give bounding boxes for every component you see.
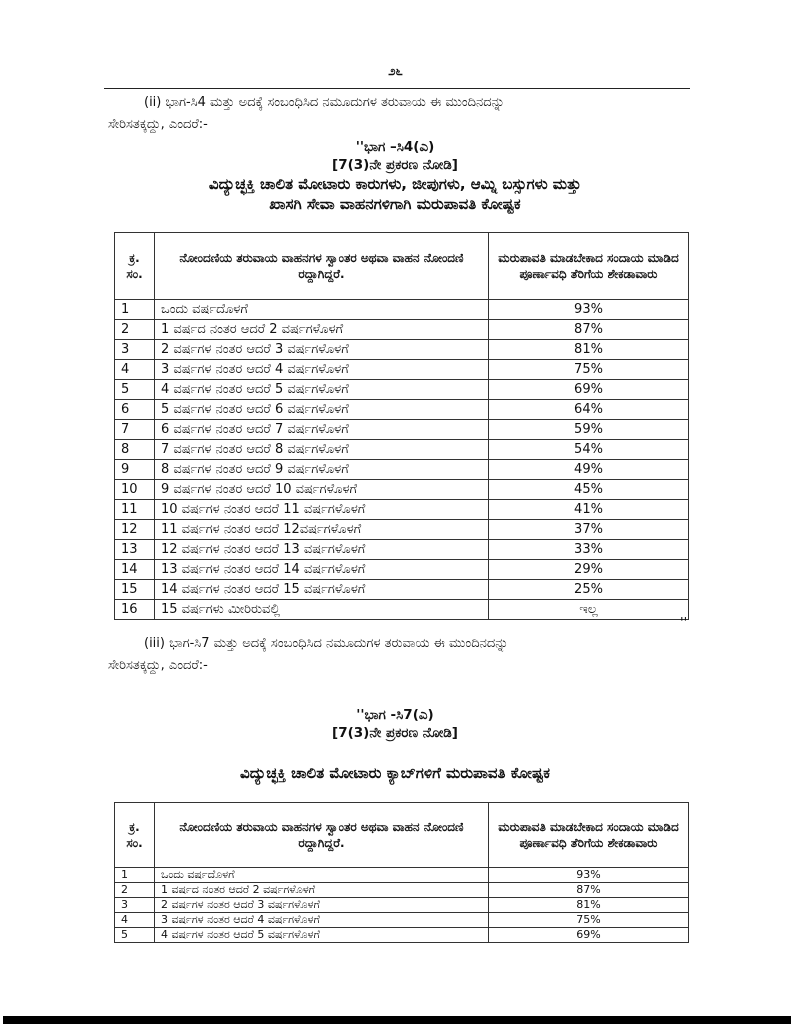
table-row	[115, 480, 689, 500]
section-iii-part: ''ಭಾಗ -ಸಿ7(ಎ)	[356, 707, 434, 723]
row-period: 12 ವರ್ಷಗಳ ನಂತರ ಆದರೆ 13 ವರ್ಷಗಳೊಳಗೆ	[155, 540, 489, 560]
table-row	[115, 300, 689, 320]
row-serial-no: 16	[115, 600, 155, 620]
row-period: 4 ವರ್ಷಗಳ ನಂತರ ಆದರೆ 5 ವರ್ಷಗಳೊಳಗೆ	[155, 380, 489, 400]
row-period: ಒಂದು ವರ್ಷದೊಳಗೆ	[155, 868, 489, 883]
row-refund-percent: 81%	[489, 898, 689, 913]
refund-table-c4a	[114, 232, 689, 620]
section-iii-line2: ಸೇರಿಸತಕ್ಕದ್ದು, ಎಂದರೆ:-	[108, 658, 208, 673]
table-row	[115, 600, 689, 620]
row-serial-no: 4	[115, 360, 155, 380]
row-period: 11 ವರ್ಷಗಳ ನಂತರ ಆದರೆ 12ವರ್ಷಗಳೊಳಗೆ	[155, 520, 489, 540]
row-refund-percent: 41%	[489, 500, 689, 520]
table-row	[115, 380, 689, 400]
table-row	[115, 460, 689, 480]
table-row	[115, 400, 689, 420]
row-period: 7 ವರ್ಷಗಳ ನಂತರ ಆದರೆ 8 ವರ್ಷಗಳೊಳಗೆ	[155, 440, 489, 460]
refund-table-c7a	[114, 802, 689, 943]
header-divider	[104, 88, 690, 89]
table-row	[115, 580, 689, 600]
row-serial-no: 8	[115, 440, 155, 460]
table-row	[115, 520, 689, 540]
table-row	[115, 883, 689, 898]
table-row	[115, 360, 689, 380]
row-serial-no: 6	[115, 400, 155, 420]
row-refund-percent: ಇಲ್ಲ	[489, 600, 689, 620]
row-period: 5 ವರ್ಷಗಳ ನಂತರ ಆದರೆ 6 ವರ್ಷಗಳೊಳಗೆ	[155, 400, 489, 420]
row-serial-no: 1	[115, 300, 155, 320]
row-serial-no: 7	[115, 420, 155, 440]
row-period: 1 ವರ್ಷದ ನಂತರ ಆದರೆ 2 ವರ್ಷಗಳೊಳಗೆ	[155, 883, 489, 898]
section-ii-line1: (ii) ಭಾಗ-ಸಿ4 ಮತ್ತು ಅದಕ್ಕೆ ಸಂಬಂಧಿಸಿದ ನಮೂದುಗಳ ತರುವಾಯ ಈ ಮುಂದಿನದನ್ನು	[144, 95, 505, 110]
row-refund-percent: 49%	[489, 460, 689, 480]
row-serial-no: 2	[115, 883, 155, 898]
row-refund-percent: 69%	[489, 380, 689, 400]
row-period: 14 ವರ್ಷಗಳ ನಂತರ ಆದರೆ 15 ವರ್ಷಗಳೊಳಗೆ	[155, 580, 489, 600]
table-row	[115, 320, 689, 340]
page-bottom-border	[3, 1016, 791, 1024]
row-serial-no: 1	[115, 868, 155, 883]
row-period: 2 ವರ್ಷಗಳ ನಂತರ ಆದರೆ 3 ವರ್ಷಗಳೊಳಗೆ	[155, 898, 489, 913]
row-period: ಒಂದು ವರ್ಷದೊಳಗೆ	[155, 300, 489, 320]
row-serial-no: 10	[115, 480, 155, 500]
section-iii-line1: (iii) ಭಾಗ-ಸಿ7 ಮತ್ತು ಅದಕ್ಕೆ ಸಂಬಂಧಿಸಿದ ನಮೂದುಗಳ ತರುವಾಯ ಈ ಮುಂದಿನದನ್ನು	[144, 636, 509, 651]
table-row	[115, 440, 689, 460]
header-serial-no: ಕ್ರ. ಸಂ.	[115, 233, 155, 300]
row-refund-percent: 75%	[489, 360, 689, 380]
row-serial-no: 3	[115, 898, 155, 913]
row-refund-percent: 93%	[489, 868, 689, 883]
header-refund-percent: ಮರುಪಾವತಿ ಮಾಡಬೇಕಾದ ಸಂದಾಯ ಮಾಡಿದ ಪೂರ್ಣಾವಧಿ ತೆರಿಗೆಯ ಶೇಕಡಾವಾರು	[489, 233, 689, 300]
table-row	[115, 420, 689, 440]
header-period: ನೋಂದಣಿಯ ತರುವಾಯ ವಾಹನಗಳ ಸ್ವಾಂತರ ಅಥವಾ ವಾಹನ ನೋಂದಣಿ ರದ್ದಾಗಿದ್ದರೆ.	[155, 803, 489, 868]
row-serial-no: 3	[115, 340, 155, 360]
row-period: 13 ವರ್ಷಗಳ ನಂತರ ಆದರೆ 14 ವರ್ಷಗಳೊಳಗೆ	[155, 560, 489, 580]
table-row	[115, 540, 689, 560]
header-serial-no: ಕ್ರ. ಸಂ.	[115, 803, 155, 868]
section-iii-heading	[100, 706, 690, 742]
section-ii-heading	[100, 138, 690, 214]
row-refund-percent: 45%	[489, 480, 689, 500]
row-refund-percent: 93%	[489, 300, 689, 320]
table-row	[115, 913, 689, 928]
section-iii-ref: [7(3)ನೇ ಪ್ರಕರಣ ನೋಡಿ]	[332, 725, 458, 741]
section-ii-ref: [7(3)ನೇ ಪ್ರಕರಣ ನೋಡಿ]	[332, 157, 458, 173]
row-refund-percent: 87%	[489, 883, 689, 898]
header-period: ನೋಂದಣಿಯ ತರುವಾಯ ವಾಹನಗಳ ಸ್ವಾಂತರ ಅಥವಾ ವಾಹನ ನೋಂದಣಿ ರದ್ದಾಗಿದ್ದರೆ.	[155, 233, 489, 300]
table-row	[115, 898, 689, 913]
row-period: 15 ವರ್ಷಗಳು ಮೀರಿರುವಲ್ಲಿ	[155, 600, 489, 620]
row-refund-percent: 54%	[489, 440, 689, 460]
row-serial-no: 4	[115, 913, 155, 928]
row-period: 6 ವರ್ಷಗಳ ನಂತರ ಆದರೆ 7 ವರ್ಷಗಳೊಳಗೆ	[155, 420, 489, 440]
section-iii-paragraph	[108, 633, 690, 677]
table-row	[115, 868, 689, 883]
row-refund-percent: 37%	[489, 520, 689, 540]
table-row	[115, 500, 689, 520]
row-refund-percent: 33%	[489, 540, 689, 560]
table-row	[115, 928, 689, 943]
row-period: 1 ವರ್ಷದ ನಂತರ ಆದರೆ 2 ವರ್ಷಗಳೊಳಗೆ	[155, 320, 489, 340]
closing-quote: ''	[680, 616, 688, 631]
table-row	[115, 340, 689, 360]
row-refund-percent: 29%	[489, 560, 689, 580]
row-refund-percent: 64%	[489, 400, 689, 420]
page-number: ೨೬	[388, 64, 403, 79]
row-refund-percent: 81%	[489, 340, 689, 360]
row-period: 10 ವರ್ಷಗಳ ನಂತರ ಆದರೆ 11 ವರ್ಷಗಳೊಳಗೆ	[155, 500, 489, 520]
section-ii-line2: ಸೇರಿಸತಕ್ಕದ್ದು, ಎಂದರೆ:-	[108, 117, 208, 132]
row-refund-percent: 59%	[489, 420, 689, 440]
row-serial-no: 5	[115, 380, 155, 400]
row-refund-percent: 87%	[489, 320, 689, 340]
row-serial-no: 13	[115, 540, 155, 560]
row-serial-no: 15	[115, 580, 155, 600]
row-refund-percent: 25%	[489, 580, 689, 600]
row-period: 3 ವರ್ಷಗಳ ನಂತರ ಆದರೆ 4 ವರ್ಷಗಳೊಳಗೆ	[155, 913, 489, 928]
row-period: 3 ವರ್ಷಗಳ ನಂತರ ಆದರೆ 4 ವರ್ಷಗಳೊಳಗೆ	[155, 360, 489, 380]
row-refund-percent: 69%	[489, 928, 689, 943]
table-header-row	[115, 233, 689, 300]
section-ii-part: ''ಭಾಗ –ಸಿ4(ಎ)	[355, 139, 435, 155]
header-refund-percent: ಮರುಪಾವತಿ ಮಾಡಬೇಕಾದ ಸಂದಾಯ ಮಾಡಿದ ಪೂರ್ಣಾವಧಿ ತೆರಿಗೆಯ ಶೇಕಡಾವಾರು	[489, 803, 689, 868]
table-header-row	[115, 803, 689, 868]
row-serial-no: 11	[115, 500, 155, 520]
row-period: 4 ವರ್ಷಗಳ ನಂತರ ಆದರೆ 5 ವರ್ಷಗಳೊಳಗೆ	[155, 928, 489, 943]
section-ii-title-line2: ಖಾಸಗಿ ಸೇವಾ ವಾಹನಗಳಿಗಾಗಿ ಮರುಪಾವತಿ ಕೋಷ್ಟಕ	[269, 195, 521, 213]
row-serial-no: 14	[115, 560, 155, 580]
row-serial-no: 9	[115, 460, 155, 480]
row-serial-no: 12	[115, 520, 155, 540]
row-period: 9 ವರ್ಷಗಳ ನಂತರ ಆದರೆ 10 ವರ್ಷಗಳೊಳಗೆ	[155, 480, 489, 500]
section-iii-title: ವಿದ್ಯುಚ್ಛಕ್ತಿ ಚಾಲಿತ ಮೋಟಾರು ಕ್ಯಾಬ್‌ಗಳಿಗೆ ಮರುಪಾವತಿ ಕೋಷ್ಟಕ	[240, 764, 550, 782]
row-period: 8 ವರ್ಷಗಳ ನಂತರ ಆದರೆ 9 ವರ್ಷಗಳೊಳಗೆ	[155, 460, 489, 480]
row-serial-no: 5	[115, 928, 155, 943]
section-ii-title-line1: ವಿದ್ಯುಚ್ಛಕ್ತಿ ಚಾಲಿತ ಮೋಟಾರು ಕಾರುಗಳು, ಜೀಪುಗಳು, ಆಮ್ನಿ ಬಸ್ಸುಗಳು ಮತ್ತು	[208, 175, 582, 193]
row-refund-percent: 75%	[489, 913, 689, 928]
row-period: 2 ವರ್ಷಗಳ ನಂತರ ಆದರೆ 3 ವರ್ಷಗಳೊಳಗೆ	[155, 340, 489, 360]
table-row	[115, 560, 689, 580]
row-serial-no: 2	[115, 320, 155, 340]
section-ii-paragraph	[108, 92, 690, 136]
